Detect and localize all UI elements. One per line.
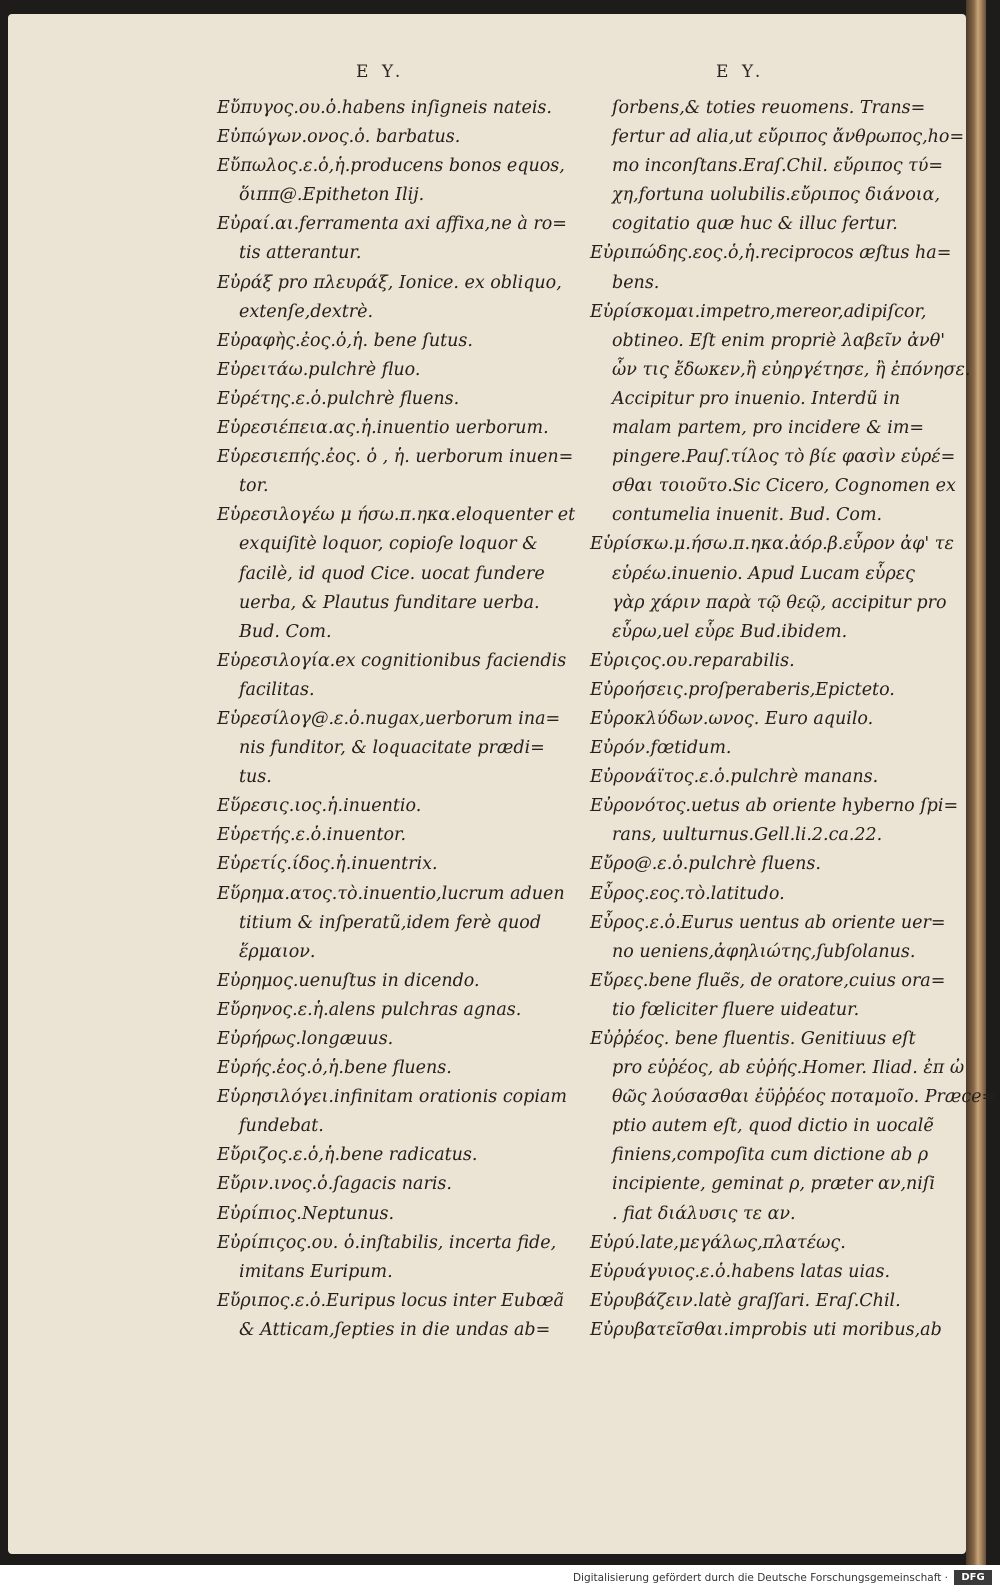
- text-line: Εὐρυάγυιος.ε.ὁ.habens latas uias.: [590, 1261, 891, 1282]
- text-line: Εὑρεσιλογία.ex cognitionibus faciendis: [217, 650, 567, 671]
- text-line: Εὐρύ.late,μεγάλως,πλατέως.: [590, 1232, 846, 1253]
- text-line: Εὑρεσίλογ@.ε.ὁ.nugax,uerborum ina=: [217, 708, 561, 729]
- text-line: Εὑρησιλόγει.infinitam orationis copiam: [217, 1087, 567, 1108]
- text-line: pingere.Pauſ.τίλος τὸ βίε φασὶν εὑρέ=: [612, 447, 956, 468]
- text-line: Εὑρετίς.ίδος.ἡ.inuentrix.: [217, 854, 438, 875]
- text-line: rans, uulturnus.Gell.li.2.ca.22.: [612, 825, 883, 846]
- text-line: obtineo. Eſt enim propriè λαβεῖν ἀνθ': [612, 330, 946, 351]
- text-line: uerba, & Plautus funditare uerba.: [239, 592, 540, 613]
- text-line: no ueniens,ἀφηλιώτης,ſubſolanus.: [612, 941, 916, 962]
- text-line: ſorbens,& toties reuomens. Trans=: [612, 98, 926, 118]
- text-line: incipiente, geminat ρ, præter αν,niſi: [612, 1174, 935, 1195]
- text-line: Εὐρόν.fœtidum.: [590, 738, 732, 759]
- text-line: Εὐρέτης.ε.ὁ.pulchrè fluens.: [217, 388, 460, 409]
- footer-bar: [0, 1565, 1000, 1592]
- text-line: tor.: [239, 476, 269, 497]
- text-line: Εὐρίπιςος.ου. ὁ.inſtabilis, incerta fide,: [217, 1232, 557, 1253]
- text-line: Εὐρονάϊτος.ε.ὁ.pulchrè manans.: [590, 767, 879, 788]
- text-line: titium & inſperatũ,idem ferè quod: [239, 912, 542, 933]
- text-line: θῶς λούσασθαι ἐϋῤῥέος ποταμοῖο. Præce=: [612, 1087, 997, 1108]
- text-line: facilitas.: [239, 679, 315, 700]
- text-line: Εὐροήσεις.proſperaberis,Epicteto.: [590, 679, 895, 700]
- text-line: Εὔπυγος.ου.ὁ.habens inſigneis nateis.: [217, 98, 552, 118]
- text-line: facilè, id quod Cice. uocat fundere: [239, 563, 545, 584]
- text-line: Εὐροκλύδων.ωνος. Euro aquilo.: [590, 708, 874, 729]
- text-line: Εὑρεσιεπής.ἐος. ὁ , ἡ. uerborum inuen=: [217, 447, 574, 468]
- text-line: σθαι τοιοῦτο.Sic Cicero, Cognomen ex: [612, 476, 956, 497]
- text-line: ἕρμαιον.: [239, 941, 316, 962]
- left-text-column: [217, 94, 575, 1345]
- text-line: γὰρ χάριν παρὰ τῷ θεῷ, accipitur pro: [612, 592, 947, 613]
- text-line: Εὔπωλος.ε.ὁ,ἡ.producens bonos equos,: [217, 156, 565, 177]
- text-line: contumelia inuenit. Bud. Com.: [612, 505, 883, 526]
- text-line: Εὔριπος.ε.ὁ.Euripus locus inter Eubœã: [217, 1290, 564, 1311]
- text-line: Εὐπώγων.ονος.ὁ. barbatus.: [217, 127, 461, 148]
- text-line: χη,fortuna uolubilis.εὔριπος διάνοια,: [612, 185, 941, 206]
- text-line: exquiſitè loquor, copioſe loquor &: [239, 534, 538, 555]
- text-line: Εὐραφὴς.ἐος.ὁ,ἡ. bene ſutus.: [217, 330, 473, 351]
- text-line: tis atterantur.: [239, 243, 362, 264]
- text-line: pro εὐῤέος, ab εὐῤής.Homer. Iliad. ἐπ ὠ: [612, 1058, 965, 1079]
- text-line: Εὐράξ pro πλευράξ, Ionice. ex obliquo,: [217, 272, 562, 293]
- text-line: Εὐραί.αι.ferramenta axi affixa,ne à ro=: [217, 214, 567, 235]
- text-line: Εὑρεσιέπεια.ας.ἡ.inuentio uerborum.: [217, 418, 549, 439]
- text-line: Εὐρυβάζειν.latè graſſari. Eraſ.Chil.: [590, 1290, 901, 1311]
- text-line: Εὔρες.bene fluẽs, de oratore,cuius ora=: [590, 970, 946, 991]
- text-line: Εὖρος.ε.ὁ.Eurus uentus ab oriente uer=: [590, 912, 946, 933]
- text-line: bens.: [612, 272, 660, 293]
- text-line: ὧν τις ἔδωκεν,ἢ εὐηργέτησε, ἢ ἐπόνησε.: [612, 359, 971, 380]
- text-line: Εὑρεσιλογέω μ ήσω.π.ηκα.eloquenter et: [217, 505, 576, 526]
- text-line: finiens,compoſita cum dictione ab ρ: [612, 1145, 929, 1166]
- text-line: fertur ad alia,ut εὔριπος ἄνθρωπος,ho=: [612, 127, 965, 148]
- text-line: malam partem, pro incidere & im=: [612, 418, 925, 439]
- text-line: Εὖρος.εος.τὸ.latitudo.: [590, 883, 785, 904]
- text-line: Εὐρειτάω.pulchrè fluo.: [217, 359, 421, 380]
- text-line: Εὐριςος.ου.reparabilis.: [590, 650, 795, 671]
- text-line: Accipitur pro inuenio. Interdũ in: [612, 388, 901, 409]
- text-line: & Atticam,ſepties in die undas ab=: [239, 1319, 551, 1340]
- text-line: nis funditor, & loquacitate prædi=: [239, 738, 545, 759]
- text-line: Εὔριζος.ε.ὁ,ἡ.bene radicatus.: [217, 1145, 478, 1166]
- funding-note: Digitalisierung gefördert durch die Deutsche Forschungsgemeinschaft ·: [572, 1572, 948, 1584]
- text-line: Εὐρήρως.longæuus.: [217, 1029, 394, 1049]
- text-line: Εὐρίπιος.Neptunus.: [217, 1203, 395, 1224]
- text-line: mo inconſtans.Eraſ.Chil. εὔριπος τύ=: [612, 156, 944, 177]
- text-line: tio fœliciter fluere uideatur.: [612, 999, 860, 1020]
- running-head-left: E Y.: [356, 62, 405, 82]
- text-line: Εὑρίσκω.μ.ήσω.π.ηκα.ἀόρ.β.εὗρον ἀφ' τε: [590, 534, 954, 555]
- text-line: fundebat.: [239, 1116, 324, 1137]
- text-line: extenſe,dextrè.: [239, 301, 374, 322]
- text-line: ὅιππ@.Epitheton Ilij.: [239, 185, 425, 206]
- text-line: Εὐρημος.uenuſtus in dicendo.: [217, 970, 480, 991]
- text-line: Εὐρονότος.uetus ab oriente hyberno ſpi=: [590, 796, 959, 817]
- right-text-column: [590, 94, 996, 1345]
- text-line: . fiat διάλυσις τε αν.: [612, 1203, 796, 1224]
- text-line: Εὐρυβατεῖσθαι.improbis uti moribus,ab: [590, 1319, 942, 1340]
- text-line: εὗρω,uel εὗρε Bud.ibidem.: [612, 621, 848, 642]
- text-line: Εὔριν.ινος.ὁ.ſagacis naris.: [217, 1174, 452, 1195]
- text-line: εὑρέω.inuenio. Apud Lucam εὗρες: [612, 563, 915, 584]
- text-line: Εὑρίσκομαι.impetro,mereor,adipiſcor,: [590, 301, 927, 322]
- text-line: imitans Euripum.: [239, 1261, 393, 1282]
- text-line: Εὔρο@.ε.ὁ.pulchrè fluens.: [590, 854, 821, 875]
- text-line: Εὕρημα.ατος.τὸ.inuentio,lucrum aduen: [217, 883, 565, 904]
- text-line: tus.: [239, 767, 272, 788]
- text-line: cogitatio quæ huc & illuc fertur.: [612, 214, 898, 235]
- dfg-logo: DFG: [954, 1570, 992, 1585]
- text-line: ptio autem eſt, quod dictio in uocalẽ: [612, 1116, 934, 1137]
- text-line: Εὐῤῥέος. bene fluentis. Genitiuus eſt: [590, 1029, 916, 1049]
- running-head-right: E Y.: [716, 62, 765, 82]
- text-line: Εὕρεσις.ιος.ἡ.inuentio.: [217, 796, 422, 817]
- text-line: Εὔρηνος.ε.ἡ.alens pulchras agnas.: [217, 999, 522, 1020]
- text-line: Bud. Com.: [239, 621, 332, 642]
- text-line: Εὐριπώδης.εος.ὁ,ἡ.reciprocos æſtus ha=: [590, 243, 952, 264]
- text-line: Εὐρής.ἐος.ὁ,ἡ.bene fluens.: [217, 1058, 452, 1079]
- text-line: Εὑρετής.ε.ὁ.inuentor.: [217, 825, 407, 846]
